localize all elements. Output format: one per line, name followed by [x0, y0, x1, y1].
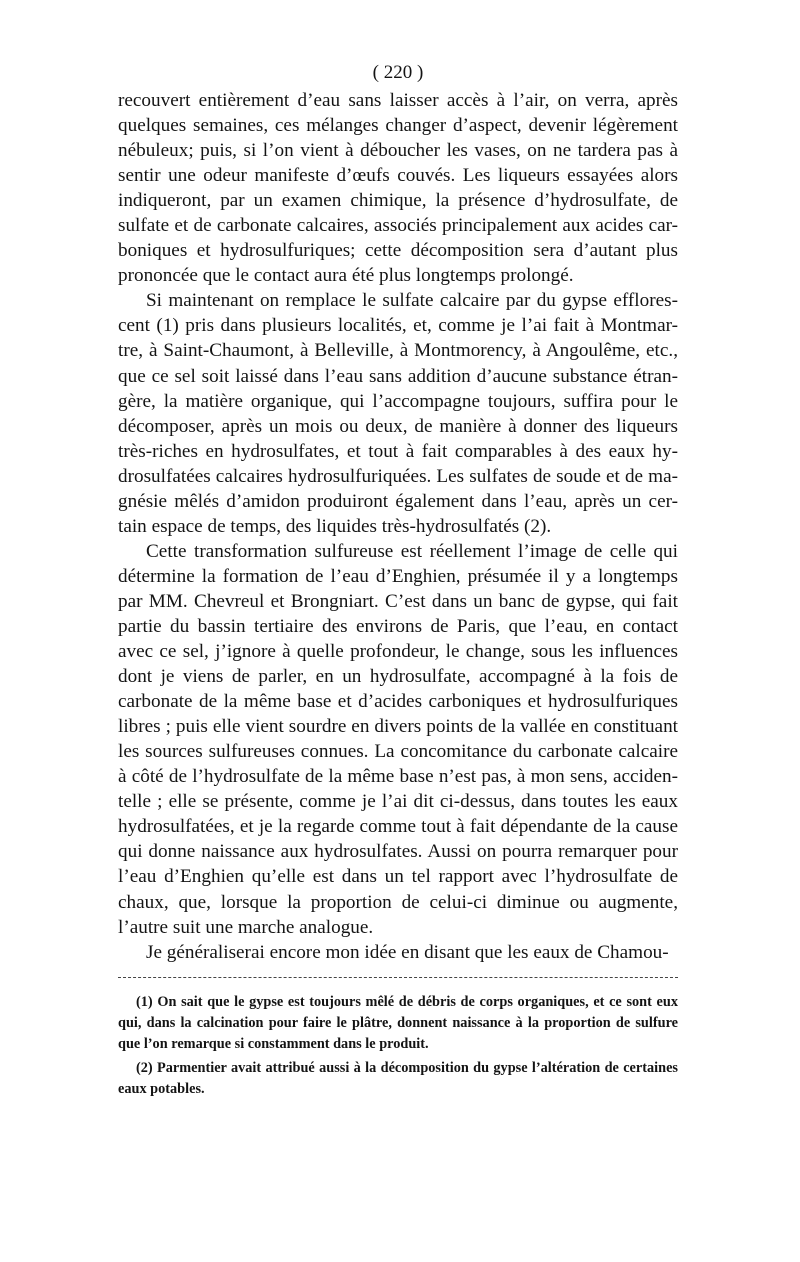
paragraph-3: Cette transformation sulfureuse est réellement l’image de celle qui détermine la formation de l’eau d’Enghien, présumée il y a longtemps par MM. Chevreul et Brongniart. C’est dans un banc de gypse, qui fait partie du bassin tertiaire des environs de Paris, que l’eau, en contact avec ce sel, j’ignore à quelle profondeur, le change, sous les influences dont je viens de parler, en un hydrosulfate, accompagné à la fois de carbonate de la même base et d’acides carboniques et hydrosulfuriques libres ; puis elle vient sourdre en divers points de la vallée en constituant les sources sulfureuses connues. La concomitance du carbonate calcaire à côté de l’hydrosulfate de la même base n’est pas, à mon sens, acciden-telle ; elle se présente, comme je l’ai dit ci-dessus, dans toutes les eaux hydrosulfatées, et je la regarde comme tout à fait dépendante de la cause qui donne naissance aux hydrosulfates. Aussi on pourra remarquer pour l’eau d’Enghien qu’elle est dans un tel rapport avec l’hydrosulfate de chaux, que, lorsque la proportion de celui-ci diminue ou augmente, l’autre suit une marche analogue.	[118, 540, 678, 938]
footnote-1: (1) On sait que le gypse est toujours mêlé de débris de corps organiques, et ce sont eux qui, dans la calcination pour faire le plâtre, donnent naissance à la proportion de sulfure que l’on remarque si constamment dans le produit.	[118, 993, 678, 1052]
book-page	[118, 60, 678, 1103]
footnote-separator	[118, 977, 678, 978]
paragraph-1: recouvert entièrement d’eau sans laisser accès à l’air, on verra, après quelques semaines, ces mélanges changer d’aspect, devenir légèrement nébuleux; puis, si l’on vient à déboucher les vases, on ne tardera pas à sentir une odeur manifeste d’œufs couvés. Les liqueurs essayées alors indiqueront, par un examen chimique, la présence d’hydrosulfate, de sulfate et de carbonate calcaires, associés principalement aux acides car-boniques et hydrosulfuriques; cette décomposition sera d’autant plus prononcée que le contact aura été plus longtemps prolongé.	[118, 90, 678, 287]
footnote-2: (2) Parmentier avait attribué aussi à la décomposition du gypse l’altération de certaines eaux potables.	[118, 1059, 678, 1097]
paragraph-4: Je généraliserai encore mon idée en disant que les eaux de Chamou-	[146, 941, 669, 963]
paragraph-2: Si maintenant on remplace le sulfate calcaire par du gypse efflores-cent (1) pris dans plusieurs localités, et, comme je l’ai fait à Montmar-tre, à Saint-Chaumont, à Belleville, à Montmorency, à Angoulême, etc., que ce sel soit laissé dans l’eau sans addition d’aucune substance étran-gère, la matière organique, qui l’accompagne toujours, suffira pour le décomposer, après un mois ou deux, de manière à donner des liqueurs très-riches en hydrosulfates, et tout à fait comparables à des eaux hy-drosulfatées calcaires hydrosulfuriquées. Les sulfates de soude et de ma-gnésie mêlés d’amidon produiront également dans l’eau, après un cer-tain espace de temps, des liquides très-hydrosulfatés (2).	[118, 290, 678, 537]
page-number: ( 220 )	[372, 62, 424, 83]
